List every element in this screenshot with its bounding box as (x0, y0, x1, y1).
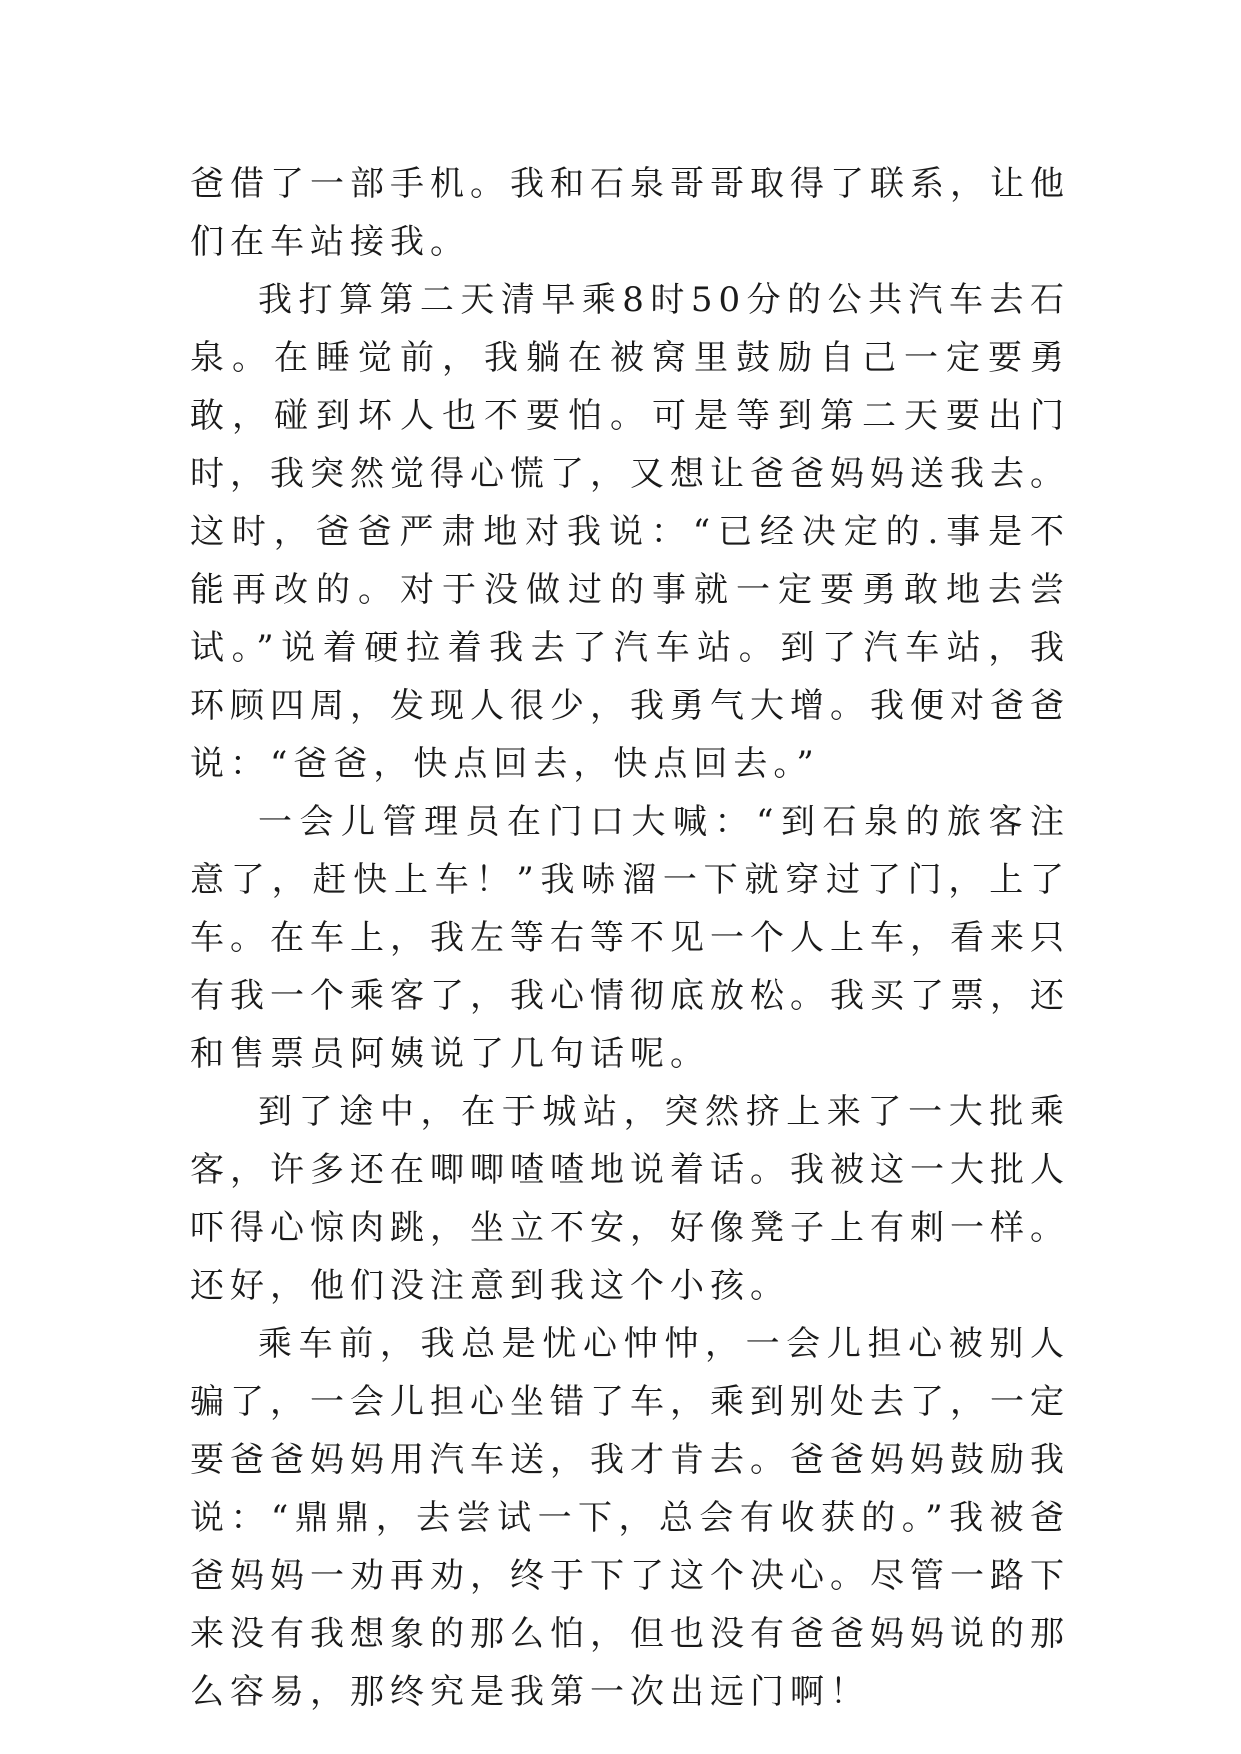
paragraph-4: 到了途中，在于城站，突然挤上来了一大批乘客，许多还在唧唧喳喳地说着话。我被这一大批人吓得心惊肉跳，坐立不安，好像凳子上有刺一样。还好，他们没注意到我这个小孩。 (190, 1092, 1070, 1306)
paragraph-1: 爸借了一部手机。我和石泉哥哥取得了联系，让他们在车站接我。 (190, 164, 1070, 262)
paragraph-2: 我打算第二天清早乘8时50分的公共汽车去石泉。在睡觉前，我躺在被窝里鼓励自己一定要勇敢，碰到坏人也不要怕。可是等到第二天要出门时，我突然觉得心慌了，又想让爸爸妈妈送我去。这时，爸爸严肃地对我说：“已经决定的.事是不能再改的。对于没做过的事就一定要勇敢地去尝试。”说着硬拉着我去了汽车站。到了汽车站，我环顾四周，发现人很少，我勇气大增。我便对爸爸说：“爸爸，快点回去，快点回去。” (190, 280, 1070, 784)
paragraph-5: 乘车前，我总是忧心忡忡，一会儿担心被别人骗了，一会儿担心坐错了车，乘到别处去了，一定要爸爸妈妈用汽车送，我才肯去。爸爸妈妈鼓励我说：“鼎鼎，去尝试一下，总会有收获的。”我被爸爸妈妈一劝再劝，终于下了这个决心。尽管一路下来没有我想象的那么怕，但也没有爸爸妈妈说的那么容易，那终究是我第一次出远门啊！ (190, 1324, 1070, 1712)
document-body (190, 155, 1070, 1721)
paragraph-3: 一会儿管理员在门口大喊：“到石泉的旅客注意了，赶快上车！”我哧溜一下就穿过了门，上了车。在车上，我左等右等不见一个人上车，看来只有我一个乘客了，我心情彻底放松。我买了票，还和售票员阿姨说了几句话呢。 (190, 802, 1070, 1074)
